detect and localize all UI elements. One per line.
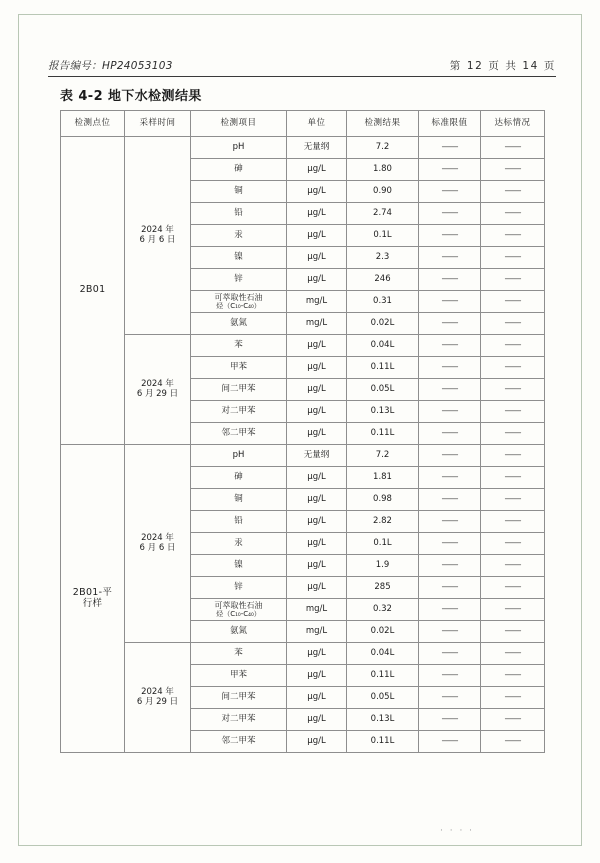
column-header-unit: 单位 (287, 111, 347, 137)
cell-status: —— (481, 577, 545, 599)
cell-unit: μg/L (287, 159, 347, 181)
cell-item: 对二甲苯 (191, 709, 287, 731)
cell-status: —— (481, 621, 545, 643)
page-number: 第 12 页 共 14 页 (449, 60, 556, 72)
cell-status: —— (481, 533, 545, 555)
cell-sampling-time: 2024 年 6 月 29 日 (125, 335, 191, 445)
cell-limit: —— (419, 181, 481, 203)
cell-item: 砷 (191, 159, 287, 181)
cell-limit: —— (419, 643, 481, 665)
cell-unit: μg/L (287, 379, 347, 401)
cell-result: 7.2 (347, 137, 419, 159)
cell-status: —— (481, 445, 545, 467)
cell-unit: μg/L (287, 401, 347, 423)
cell-status: —— (481, 181, 545, 203)
cell-result: 0.04L (347, 643, 419, 665)
cell-result: 0.05L (347, 687, 419, 709)
cell-result: 0.32 (347, 599, 419, 621)
cell-unit: μg/L (287, 247, 347, 269)
cell-item: 间二甲苯 (191, 687, 287, 709)
cell-limit: —— (419, 247, 481, 269)
cell-item: 邻二甲苯 (191, 423, 287, 445)
cell-limit: —— (419, 533, 481, 555)
cell-status: —— (481, 137, 545, 159)
cell-sampling-time: 2024 年 6 月 6 日 (125, 137, 191, 335)
table-body (61, 137, 545, 753)
cell-item: 锌 (191, 577, 287, 599)
cell-item: pH (191, 445, 287, 467)
cell-unit: μg/L (287, 269, 347, 291)
table-header-row (61, 111, 545, 137)
cell-limit: —— (419, 731, 481, 753)
cell-result: 0.11L (347, 665, 419, 687)
cell-limit: —— (419, 577, 481, 599)
cell-item: 汞 (191, 533, 287, 555)
cell-status: —— (481, 159, 545, 181)
cell-point: 2B01 (61, 137, 125, 445)
column-header-item: 检测项目 (191, 111, 287, 137)
cell-status: —— (481, 665, 545, 687)
cell-limit: —— (419, 291, 481, 313)
cell-item: 铜 (191, 181, 287, 203)
cell-status: —— (481, 225, 545, 247)
cell-limit: —— (419, 665, 481, 687)
cell-item: 苯 (191, 643, 287, 665)
cell-limit: —— (419, 357, 481, 379)
cell-result: 0.1L (347, 533, 419, 555)
cell-sampling-time: 2024 年 6 月 29 日 (125, 643, 191, 753)
cell-status: —— (481, 357, 545, 379)
cell-result: 0.1L (347, 225, 419, 247)
cell-unit: μg/L (287, 731, 347, 753)
column-header-limit: 标准限值 (419, 111, 481, 137)
cell-result: 0.02L (347, 621, 419, 643)
cell-item: 甲苯 (191, 665, 287, 687)
cell-result: 7.2 (347, 445, 419, 467)
cell-result: 1.80 (347, 159, 419, 181)
cell-limit: —— (419, 599, 481, 621)
cell-status: —— (481, 313, 545, 335)
cell-unit: μg/L (287, 467, 347, 489)
cell-unit: mg/L (287, 291, 347, 313)
column-header-status: 达标情况 (481, 111, 545, 137)
cell-item: 可萃取性石油 烃（C₁₀-C₄₀） (191, 599, 287, 621)
page-header (48, 58, 556, 73)
cell-result: 0.11L (347, 357, 419, 379)
cell-result: 0.13L (347, 709, 419, 731)
cell-item: 锌 (191, 269, 287, 291)
cell-result: 0.02L (347, 313, 419, 335)
cell-item: 间二甲苯 (191, 379, 287, 401)
cell-status: —— (481, 335, 545, 357)
cell-limit: —— (419, 137, 481, 159)
cell-unit: μg/L (287, 665, 347, 687)
cell-result: 0.05L (347, 379, 419, 401)
cell-status: —— (481, 203, 545, 225)
cell-status: —— (481, 467, 545, 489)
cell-unit: μg/L (287, 225, 347, 247)
cell-item: pH (191, 137, 287, 159)
cell-item: 镍 (191, 555, 287, 577)
cell-limit: —— (419, 687, 481, 709)
cell-limit: —— (419, 269, 481, 291)
cell-sampling-time: 2024 年 6 月 6 日 (125, 445, 191, 643)
cell-unit: μg/L (287, 577, 347, 599)
cell-result: 2.3 (347, 247, 419, 269)
cell-limit: —— (419, 335, 481, 357)
cell-limit: —— (419, 489, 481, 511)
cell-unit: μg/L (287, 423, 347, 445)
groundwater-results-table (60, 110, 545, 753)
cell-item: 砷 (191, 467, 287, 489)
cell-item: 氨氮 (191, 313, 287, 335)
cell-limit: —— (419, 379, 481, 401)
cell-limit: —— (419, 511, 481, 533)
cell-unit: μg/L (287, 335, 347, 357)
cell-point: 2B01-平 行样 (61, 445, 125, 753)
cell-unit: μg/L (287, 643, 347, 665)
cell-result: 0.90 (347, 181, 419, 203)
cell-limit: —— (419, 555, 481, 577)
cell-unit: μg/L (287, 511, 347, 533)
cell-unit: 无量纲 (287, 445, 347, 467)
table-row (61, 137, 545, 159)
cell-limit: —— (419, 401, 481, 423)
cell-item: 邻二甲苯 (191, 731, 287, 753)
cell-status: —— (481, 687, 545, 709)
cell-status: —— (481, 555, 545, 577)
cell-item: 铜 (191, 489, 287, 511)
cell-unit: μg/L (287, 357, 347, 379)
cell-result: 1.81 (347, 467, 419, 489)
report-number: 报告编号：HP24053103 (48, 60, 173, 72)
cell-item: 氨氮 (191, 621, 287, 643)
cell-item: 镍 (191, 247, 287, 269)
cell-status: —— (481, 643, 545, 665)
cell-status: —— (481, 401, 545, 423)
cell-limit: —— (419, 467, 481, 489)
cell-unit: mg/L (287, 621, 347, 643)
cell-status: —— (481, 379, 545, 401)
cell-status: —— (481, 731, 545, 753)
table-title: 表 4-2 地下水检测结果 (60, 89, 202, 104)
cell-unit: 无量纲 (287, 137, 347, 159)
cell-status: —— (481, 291, 545, 313)
header-divider (48, 76, 556, 77)
cell-result: 0.11L (347, 423, 419, 445)
cell-limit: —— (419, 423, 481, 445)
cell-item: 可萃取性石油 烃（C₁₀-C₄₀） (191, 291, 287, 313)
cell-limit: —— (419, 445, 481, 467)
cell-result: 285 (347, 577, 419, 599)
cell-limit: —— (419, 225, 481, 247)
cell-item: 苯 (191, 335, 287, 357)
cell-unit: μg/L (287, 555, 347, 577)
cell-result: 2.74 (347, 203, 419, 225)
cell-limit: —— (419, 203, 481, 225)
column-header-result: 检测结果 (347, 111, 419, 137)
cell-limit: —— (419, 159, 481, 181)
cell-status: —— (481, 599, 545, 621)
cell-result: 0.98 (347, 489, 419, 511)
cell-item: 汞 (191, 225, 287, 247)
cell-result: 0.11L (347, 731, 419, 753)
cell-result: 246 (347, 269, 419, 291)
cell-unit: μg/L (287, 687, 347, 709)
cell-unit: μg/L (287, 181, 347, 203)
cell-result: 2.82 (347, 511, 419, 533)
cell-status: —— (481, 511, 545, 533)
cell-status: —— (481, 709, 545, 731)
cell-unit: μg/L (287, 489, 347, 511)
cell-status: —— (481, 269, 545, 291)
cell-limit: —— (419, 709, 481, 731)
cell-unit: μg/L (287, 709, 347, 731)
cell-unit: mg/L (287, 313, 347, 335)
cell-item: 对二甲苯 (191, 401, 287, 423)
cell-unit: μg/L (287, 203, 347, 225)
cell-item: 铅 (191, 203, 287, 225)
cell-limit: —— (419, 621, 481, 643)
cell-result: 1.9 (347, 555, 419, 577)
table-row (61, 335, 545, 357)
cell-limit: —— (419, 313, 481, 335)
cell-unit: mg/L (287, 599, 347, 621)
cell-status: —— (481, 423, 545, 445)
cell-status: —— (481, 247, 545, 269)
footer-dots: · · · · (440, 826, 475, 836)
cell-result: 0.04L (347, 335, 419, 357)
cell-result: 0.13L (347, 401, 419, 423)
column-header-time: 采样时间 (125, 111, 191, 137)
cell-unit: μg/L (287, 533, 347, 555)
cell-item: 甲苯 (191, 357, 287, 379)
cell-result: 0.31 (347, 291, 419, 313)
table-row (61, 643, 545, 665)
cell-status: —— (481, 489, 545, 511)
cell-item: 铅 (191, 511, 287, 533)
column-header-point: 检测点位 (61, 111, 125, 137)
table-row (61, 445, 545, 467)
